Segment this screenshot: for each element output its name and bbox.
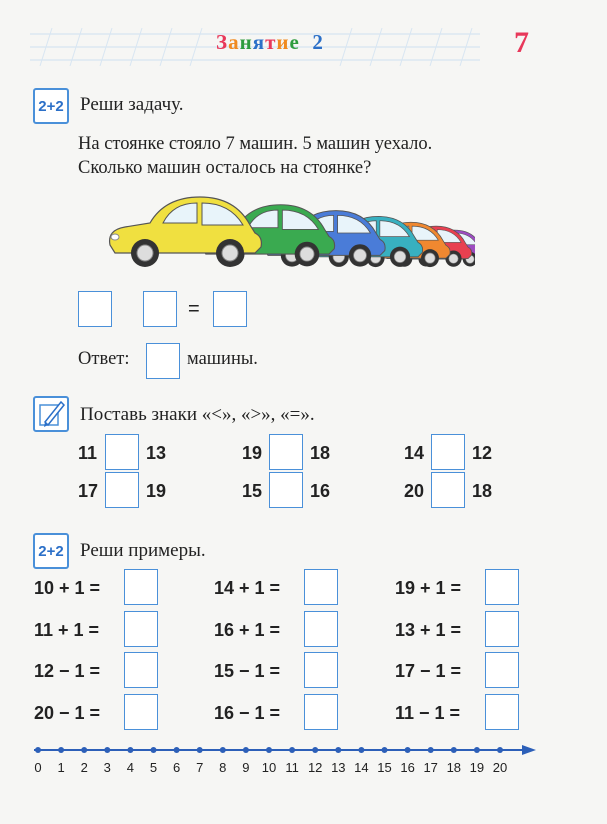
number-line-label: 4 xyxy=(126,760,135,775)
number-line-dot xyxy=(266,747,272,753)
comparison-right: 13 xyxy=(146,443,167,463)
number-line-label: 16 xyxy=(400,760,415,775)
number-line-dot xyxy=(405,747,411,753)
example-expression: 11 + 1 = xyxy=(34,620,100,640)
number-line-arrow xyxy=(522,745,536,755)
answer-box[interactable] xyxy=(146,343,180,379)
example-answer-box[interactable] xyxy=(304,694,338,730)
example-answer-box[interactable] xyxy=(485,611,519,647)
number-line-label: 10 xyxy=(261,760,277,775)
example-expression: 20 − 1 = xyxy=(34,703,101,723)
lesson-title: Занятие 2 xyxy=(216,30,324,54)
number-line-dot xyxy=(497,747,503,753)
example-answer-box[interactable] xyxy=(485,694,519,730)
comparison-sign-box[interactable] xyxy=(105,472,139,508)
number-line-label: 12 xyxy=(307,760,323,775)
comparison-left: 11 xyxy=(78,443,98,463)
example-expression: 13 + 1 = xyxy=(395,620,462,640)
comparison-sign-box[interactable] xyxy=(269,472,303,508)
comparison-right: 19 xyxy=(146,481,167,501)
comparison-right: 16 xyxy=(310,481,331,501)
example-answer-box[interactable] xyxy=(124,611,158,647)
number-line-label: 8 xyxy=(219,760,227,775)
comparison-right: 12 xyxy=(472,443,493,463)
equation-box-1[interactable] xyxy=(78,291,112,327)
comparison-left: 20 xyxy=(404,481,425,501)
comparison-left: 17 xyxy=(78,481,99,501)
section3-heading: Реши примеры. xyxy=(80,540,206,561)
example-answer-box[interactable] xyxy=(124,694,158,730)
number-line-label: 1 xyxy=(57,760,65,775)
number-line-dot xyxy=(312,747,318,753)
example-expression: 12 − 1 = xyxy=(34,661,101,681)
number-line-dot xyxy=(428,747,434,753)
number-line-label: 17 xyxy=(423,760,438,775)
cars-illustration xyxy=(105,185,475,275)
number-line-dot xyxy=(174,747,180,753)
number-line-label: 3 xyxy=(103,760,111,775)
example-answer-box[interactable] xyxy=(304,611,338,647)
number-line-dot xyxy=(243,747,249,753)
equation-result-box[interactable] xyxy=(213,291,247,327)
number-line-dot xyxy=(151,747,157,753)
example-answer-box[interactable] xyxy=(124,569,158,605)
pencil-icon-shape xyxy=(35,398,67,430)
number-line-dot xyxy=(35,747,41,753)
comparison-right: 18 xyxy=(472,481,493,501)
example-expression: 15 − 1 = xyxy=(214,661,281,681)
number-line-dot xyxy=(81,747,87,753)
number-line-dot xyxy=(220,747,226,753)
comparison-left: 15 xyxy=(242,481,263,501)
number-line-dot xyxy=(451,747,457,753)
number-line-dot xyxy=(358,747,364,753)
problem-line: Сколько машин осталось на стоянке? xyxy=(78,158,372,178)
example-answer-box[interactable] xyxy=(485,569,519,605)
number-line-label: 2 xyxy=(80,760,88,775)
problem-line: На стоянке стояло 7 машин. 5 машин уехало. xyxy=(78,134,433,154)
number-line-dot xyxy=(197,747,203,753)
number-line-label: 20 xyxy=(492,760,508,775)
page-number: 7 xyxy=(514,26,529,59)
comparison-sign-box[interactable] xyxy=(105,434,139,470)
number-line-label: 13 xyxy=(331,760,346,775)
number-line xyxy=(30,740,540,760)
comparison-right: 18 xyxy=(310,443,331,463)
comparison-sign-box[interactable] xyxy=(431,434,465,470)
number-line-label: 9 xyxy=(242,760,250,775)
number-line-dot xyxy=(58,747,64,753)
answer-label: Ответ: xyxy=(78,349,130,369)
lesson-number: 2 xyxy=(312,30,324,54)
number-line-label: 15 xyxy=(377,760,392,775)
example-answer-box[interactable] xyxy=(485,652,519,688)
equals-sign: = xyxy=(188,298,200,320)
example-expression: 10 + 1 = xyxy=(34,578,101,598)
comparison-left: 19 xyxy=(242,443,263,463)
example-expression: 14 + 1 = xyxy=(214,578,281,598)
example-expression: 16 + 1 = xyxy=(214,620,281,640)
comparison-sign-box[interactable] xyxy=(269,434,303,470)
example-answer-box[interactable] xyxy=(304,569,338,605)
number-line-label: 18 xyxy=(446,760,462,775)
number-line-label: 11 xyxy=(285,760,299,775)
number-line-dot xyxy=(474,747,480,753)
equation-box-2[interactable] xyxy=(143,291,177,327)
number-line-dot xyxy=(104,747,110,753)
example-expression: 19 + 1 = xyxy=(395,578,462,598)
car xyxy=(110,197,262,267)
number-line-dot xyxy=(382,747,388,753)
example-expression: 16 − 1 = xyxy=(214,703,281,723)
number-line-label: 19 xyxy=(469,760,485,775)
math-badge: 2+2 xyxy=(33,533,69,569)
section2-heading: Поставь знаки «<», «>», «=». xyxy=(80,404,315,425)
section1-heading: Реши задачу. xyxy=(80,94,184,115)
number-line-dot xyxy=(127,747,133,753)
number-line-label: 6 xyxy=(172,760,181,775)
math-badge: 2+2 xyxy=(33,88,69,124)
comparison-sign-box[interactable] xyxy=(431,472,465,508)
number-line-label: 7 xyxy=(196,760,204,775)
number-line-dot xyxy=(335,747,341,753)
number-line-label: 0 xyxy=(34,760,42,775)
number-line-label: 14 xyxy=(354,760,369,775)
answer-unit: машины. xyxy=(187,349,258,369)
example-expression: 17 − 1 = xyxy=(395,661,462,681)
example-answer-box[interactable] xyxy=(124,652,158,688)
pencil-icon xyxy=(33,396,69,432)
word-problem xyxy=(78,132,432,180)
comparison-left: 14 xyxy=(404,443,425,463)
example-expression: 11 − 1 = xyxy=(395,703,461,723)
example-answer-box[interactable] xyxy=(304,652,338,688)
number-line-label: 5 xyxy=(149,760,158,775)
number-line-dot xyxy=(289,747,295,753)
